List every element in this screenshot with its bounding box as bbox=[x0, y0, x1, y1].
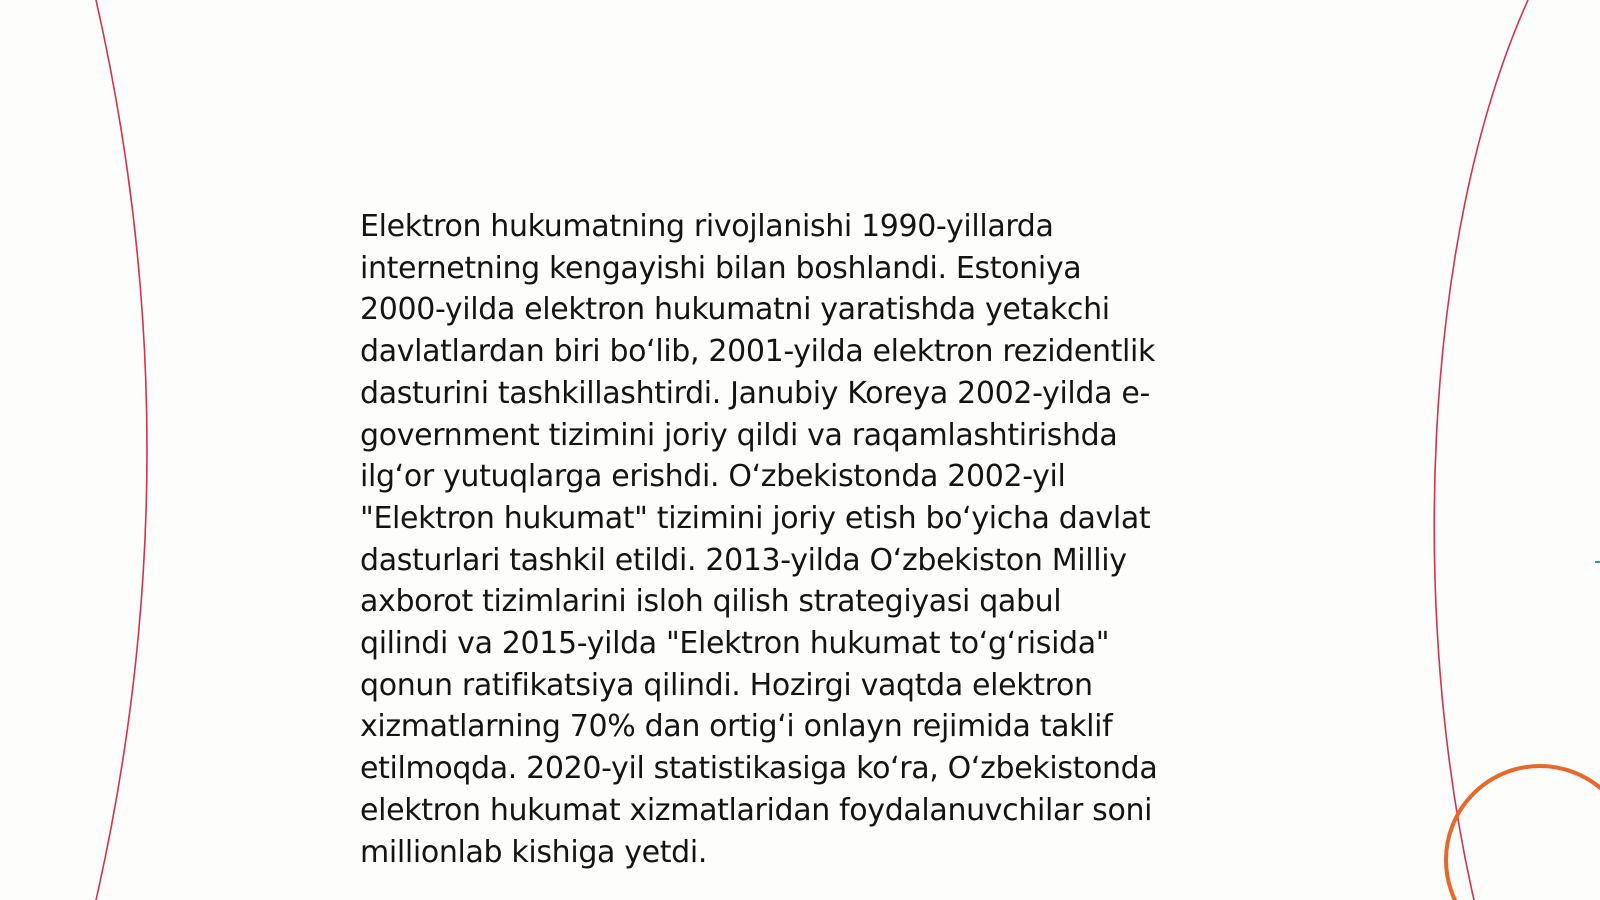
right-curve-line bbox=[1434, 0, 1528, 900]
body-paragraph: Elektron hukumatning rivojlanishi 1990-yillarda internetning kengayishi bilan boshlandi. Estoniya 2000-yilda elektron hukumatni yaratishda yetakchi davlatlardan biri boʻlib, 2001-yilda elektron rezidentlik dasturini tashkillashtirdi. Janubiy Koreya 2002-yilda e- government tizimini joriy qildi va raqamlashtirishda ilgʻor yutuqlarga erishdi. Oʻzbekistonda 2002-yil "Elektron hukumat" tizimini joriy etish boʻyicha davlat dasturlari tashkil etildi. 2013-yilda Oʻzbekiston Milliy axborot tizimlarini isloh qilish strategiyasi qabul qilindi va 2015-yilda "Elektron hukumat toʻgʻrisida" qonun ratifikatsiya qilindi. Hozirgi vaqtda elektron xizmatlarning 70% dan ortigʻi onlayn rejimida taklif etilmoqda. 2020-yil statistikasiga koʻra, Oʻzbekistonda elektron hukumat xizmatlaridan foydalanuvchilar soni millionlab kishiga yetdi. bbox=[360, 209, 1158, 870]
left-curve-line bbox=[96, 0, 147, 900]
